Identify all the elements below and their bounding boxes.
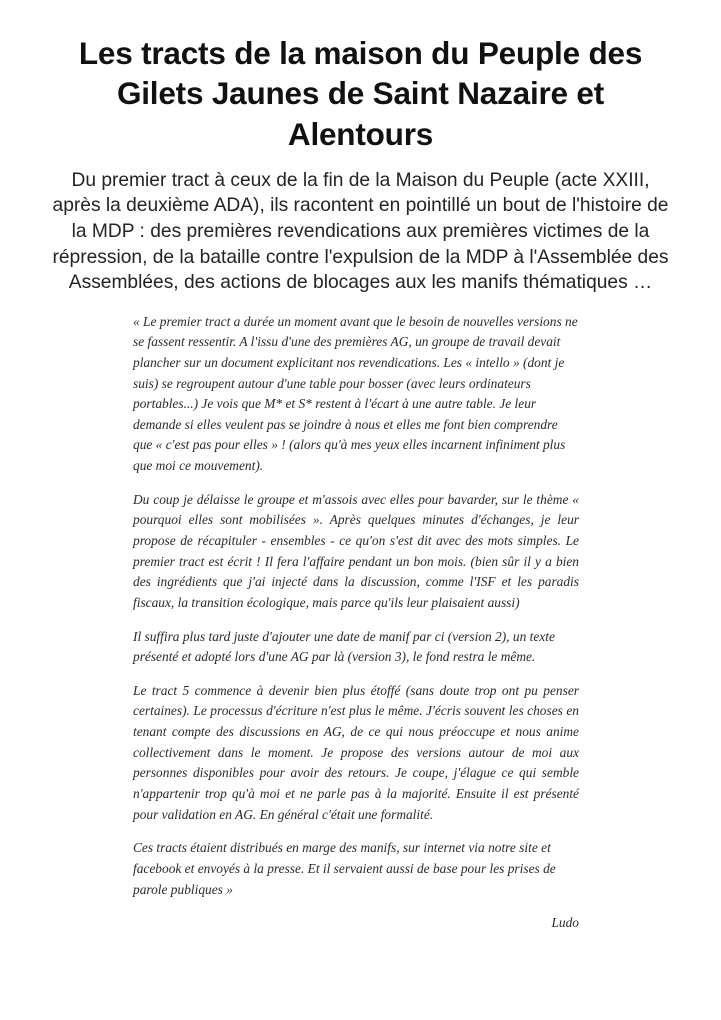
body-paragraph-2: Du coup je délaisse le groupe et m'assois avec elles pour bavarder, sur le thème « pourquoi elles sont mobilisées ». Après quelques minutes d'échanges, je leur propose de récapituler - ensembles - ce qu'on s'est dit avec des mots simples. Le premier tract est écrit ! Il fera l'affaire pendant un bon mois. (bien sûr il y a bien des ingrédients que j'ai injecté dans la discussion, comme l'ISF et les paradis fiscaux, la transition écologique, mais parce qu'ils leur plaisaient aussi)	[133, 491, 579, 610]
quote-body	[0, 296, 721, 934]
document-subtitle: Du premier tract à ceux de la fin de la Maison du Peuple (acte XXIII, après la deuxième ADA), ils racontent en pointillé un bout de l'histoire de la MDP : des premières revendications aux premières victimes de la répression, de la bataille contre l'expulsion de la MDP à l'Assemblée des Assemblées, des actions de blocages aux les manifs thématiques …	[52, 169, 669, 294]
body-paragraph-4: Le tract 5 commence à devenir bien plus étoffé (sans doute trop ont pu penser certaines). Le processus d'écriture n'est plus le même. J'écris souvent les choses en tenant compte des discussions en AG, de ce qui nous préoccupe et nous anime collectivement dans le moment. Je propose des versions autour de moi aux personnes disponibles pour avoir des retours. Je coupe, j'élague ce qui semble n'appartenir trop qu'à moi et ne parle pas à la majorité. Ensuite il est présenté pour validation en AG. En général c'était une formalité.	[133, 682, 579, 822]
author-signature: Ludo	[551, 915, 579, 931]
body-paragraph-3: Il suffira plus tard juste d'ajouter une date de manif par ci (version 2), un texte présenté et adopté lors d'une AG par là (version 3), le fond restra le même.	[133, 628, 555, 665]
page-title: Les tracts de la maison du Peuple des Gilets Jaunes de Saint Nazaire et Alentours	[78, 35, 643, 152]
body-paragraph-5: Ces tracts étaient distribués en marge des manifs, sur internet via notre site et facebook et envoyés à la presse. Et il servaient aussi de base pour les prises de parole publiques »	[133, 840, 556, 897]
body-paragraph-1: « Le premier tract a durée un moment avant que le besoin de nouvelles versions ne se fassent ressentir. A l'issu d'une des premières AG, un groupe de travail devait plancher sur un document explicitant nos revendications. Les « intello » (dont je suis) se regroupent autour d'une table pour bosser (avec leurs ordinateurs portables...) Je vois que M* et S* restent à l'écart à une autre table. Je leur demande si elles veulent pas se joindre à nous et elles me font bien comprendre que « c'est pas pour elles » ! (alors qu'à mes yeux elles incarnent infiniment plus que moi ce mouvement).	[133, 313, 578, 474]
